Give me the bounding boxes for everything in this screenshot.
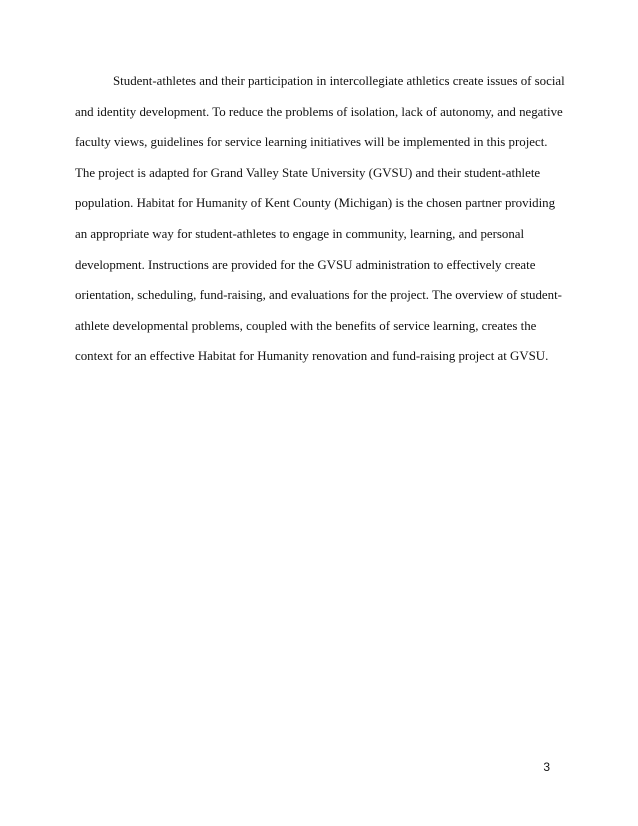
paragraph-line: The project is adapted for Grand Valley State University (GVSU) and their student-athlete (75, 165, 541, 180)
paragraph-line: context for an effective Habitat for Humanity renovation and fund-raising project at GVSU. (75, 349, 549, 364)
paragraph-line: faculty views, guidelines for service learning initiatives will be implemented in this project. (75, 135, 548, 150)
paragraph-line: orientation, scheduling, fund-raising, and evaluations for the project. The overview of student- (75, 288, 562, 303)
page-number: 3 (543, 760, 550, 774)
paragraph-line: an appropriate way for student-athletes to engage in community, learning, and personal (75, 226, 525, 241)
paragraph-line: and identity development. To reduce the problems of isolation, lack of autonomy, and negative (75, 104, 563, 119)
paragraph-line: population. Habitat for Humanity of Kent County (Michigan) is the chosen partner providing (75, 196, 556, 211)
paragraph-line: Student-athletes and their participation in intercollegiate athletics create issues of social (113, 74, 565, 88)
paragraph-line: athlete developmental problems, coupled with the benefits of service learning, creates the (75, 318, 537, 333)
abstract-paragraph (75, 66, 575, 372)
paragraph-line: development. Instructions are provided for the GVSU administration to effectively create (75, 257, 536, 272)
